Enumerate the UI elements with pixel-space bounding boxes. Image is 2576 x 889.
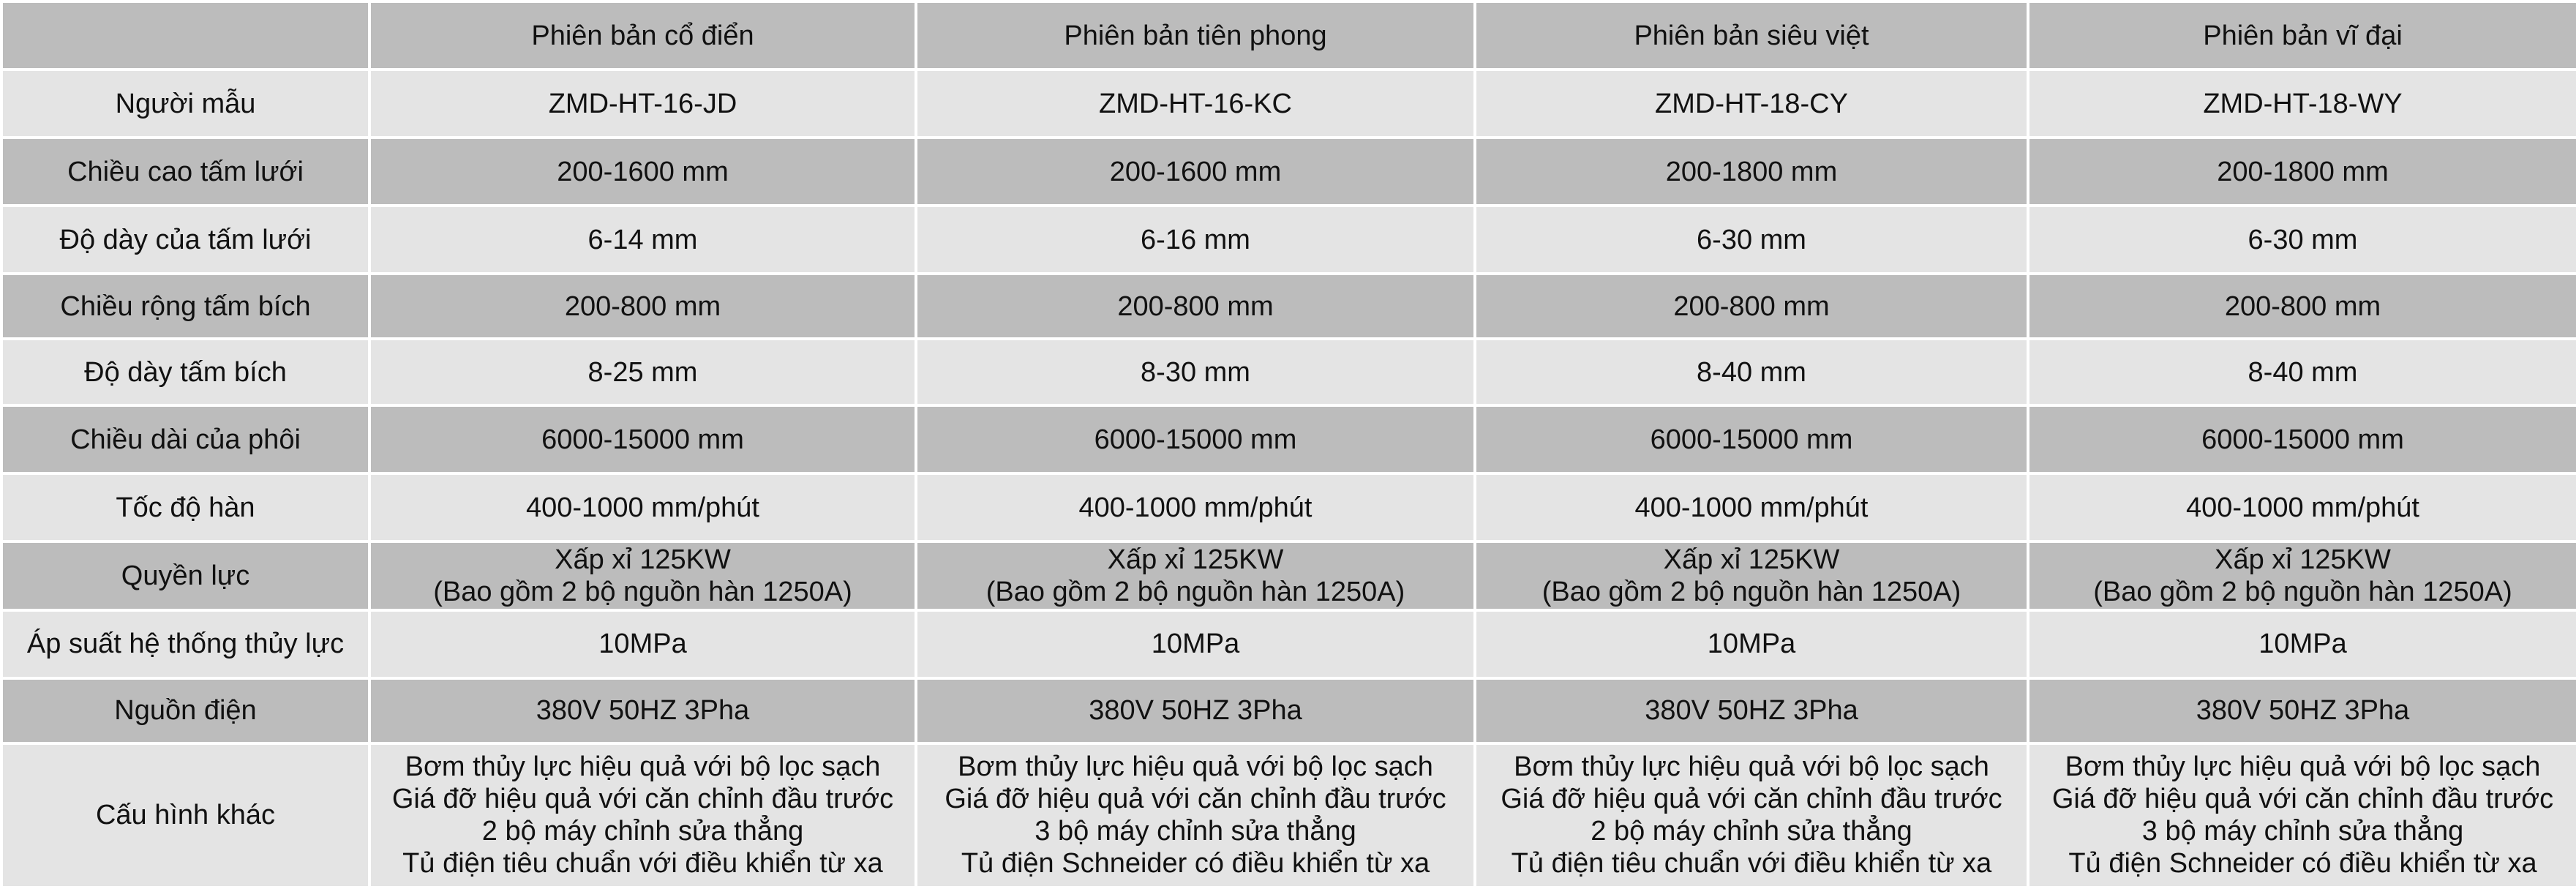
cell-line: 2 bộ máy chỉnh sửa thẳng	[481, 816, 804, 847]
row-power-supply	[1, 678, 2576, 743]
cell-line: 3 bộ máy chỉnh sửa thẳng	[2141, 816, 2464, 847]
cell-value: 6000-15000 mm	[2028, 405, 2576, 473]
cell-value: ZMD-HT-16-KC	[916, 70, 1475, 138]
cell-value: 6-30 mm	[1475, 206, 2028, 274]
cell-line: Tủ điện Schneider có điều khiển từ xa	[2068, 848, 2537, 879]
cell-value: 400-1000 mm/phút	[2028, 473, 2576, 541]
cell-value: 400-1000 mm/phút	[916, 473, 1475, 541]
cell-line: Bơm thủy lực hiệu quả với bộ lọc sạch	[2065, 751, 2541, 783]
cell-value	[369, 743, 916, 888]
cell-value: 6-14 mm	[369, 206, 916, 274]
cell-line: Xấp xỉ 125KW	[1663, 544, 1840, 575]
cell-value: 6-16 mm	[916, 206, 1475, 274]
cell-value: 10MPa	[916, 610, 1475, 678]
cell-value: 10MPa	[369, 610, 916, 678]
version-header-superior: Phiên bản siêu việt	[1475, 1, 2028, 70]
version-header-great: Phiên bản vĩ đại	[2028, 1, 2576, 70]
cell-line: Xấp xỉ 125KW	[555, 544, 731, 575]
cell-value: 200-1600 mm	[916, 138, 1475, 206]
row-label: Nguồn điện	[1, 678, 369, 743]
row-label: Độ dày tấm bích	[1, 339, 369, 405]
cell-line: Bơm thủy lực hiệu quả với bộ lọc sạch	[958, 751, 1433, 783]
row-label: Người mẫu	[1, 70, 369, 138]
row-label: Áp suất hệ thống thủy lực	[1, 610, 369, 678]
row-workpiece-length	[1, 405, 2576, 473]
cell-value: 10MPa	[2028, 610, 2576, 678]
cell-value: 200-1800 mm	[2028, 138, 2576, 206]
cell-line: Giá đỡ hiệu quả với căn chỉnh đầu trước	[945, 784, 1446, 815]
version-header-classic: Phiên bản cổ điển	[369, 1, 916, 70]
cell-value	[1475, 541, 2028, 609]
cell-value	[916, 541, 1475, 609]
row-web-thickness	[1, 206, 2576, 274]
cell-line: Tủ điện tiêu chuẩn với điều khiển từ xa	[402, 848, 883, 879]
cell-value	[369, 541, 916, 609]
cell-value: ZMD-HT-16-JD	[369, 70, 916, 138]
cell-line: Xấp xỉ 125KW	[1107, 544, 1284, 575]
row-web-height	[1, 138, 2576, 206]
version-header-pioneer: Phiên bản tiên phong	[916, 1, 1475, 70]
row-label: Chiều cao tấm lưới	[1, 138, 369, 206]
cell-value	[2028, 541, 2576, 609]
cell-line: Bơm thủy lực hiệu quả với bộ lọc sạch	[1514, 751, 1989, 783]
cell-value: 200-800 mm	[2028, 274, 2576, 339]
row-power	[1, 541, 2576, 609]
cell-value: 6000-15000 mm	[1475, 405, 2028, 473]
cell-value: 380V 50HZ 3Pha	[2028, 678, 2576, 743]
cell-value	[2028, 743, 2576, 888]
cell-value: 400-1000 mm/phút	[369, 473, 916, 541]
cell-value: 6-30 mm	[2028, 206, 2576, 274]
header-corner	[1, 1, 369, 70]
cell-value: 10MPa	[1475, 610, 2028, 678]
cell-value: 380V 50HZ 3Pha	[1475, 678, 2028, 743]
row-hydraulic-pressure	[1, 610, 2576, 678]
cell-value: 200-1600 mm	[369, 138, 916, 206]
cell-line: Giá đỡ hiệu quả với căn chỉnh đầu trước	[391, 784, 894, 815]
cell-value: 200-800 mm	[369, 274, 916, 339]
row-label: Tốc độ hàn	[1, 473, 369, 541]
row-label: Chiều dài của phôi	[1, 405, 369, 473]
row-other-configuration	[1, 743, 2576, 888]
cell-value: 8-30 mm	[916, 339, 1475, 405]
cell-line: 3 bộ máy chỉnh sửa thẳng	[1034, 816, 1356, 847]
row-flange-width	[1, 274, 2576, 339]
cell-line: Tủ điện Schneider có điều khiển từ xa	[961, 848, 1430, 879]
cell-line: Giá đỡ hiệu quả với căn chỉnh đầu trước	[1501, 784, 2002, 815]
cell-line: (Bao gồm 2 bộ nguồn hàn 1250A)	[433, 576, 852, 607]
cell-value: 200-800 mm	[916, 274, 1475, 339]
cell-line: Xấp xỉ 125KW	[2215, 544, 2391, 575]
row-flange-thickness	[1, 339, 2576, 405]
cell-value: 400-1000 mm/phút	[1475, 473, 2028, 541]
header-row	[1, 1, 2576, 70]
cell-value	[1475, 743, 2028, 888]
cell-value: ZMD-HT-18-CY	[1475, 70, 2028, 138]
cell-value: 6000-15000 mm	[916, 405, 1475, 473]
cell-value: 8-40 mm	[1475, 339, 2028, 405]
cell-value: 380V 50HZ 3Pha	[369, 678, 916, 743]
cell-value: 380V 50HZ 3Pha	[916, 678, 1475, 743]
cell-value: 8-40 mm	[2028, 339, 2576, 405]
cell-line: Bơm thủy lực hiệu quả với bộ lọc sạch	[405, 751, 881, 783]
row-model	[1, 70, 2576, 138]
cell-line: (Bao gồm 2 bộ nguồn hàn 1250A)	[2093, 576, 2512, 607]
cell-value: 6000-15000 mm	[369, 405, 916, 473]
cell-value: ZMD-HT-18-WY	[2028, 70, 2576, 138]
cell-line: Giá đỡ hiệu quả với căn chỉnh đầu trước	[2051, 784, 2554, 815]
row-label: Độ dày của tấm lưới	[1, 206, 369, 274]
cell-value: 200-800 mm	[1475, 274, 2028, 339]
cell-line: Tủ điện tiêu chuẩn với điều khiển từ xa	[1511, 848, 1992, 879]
row-label: Cấu hình khác	[1, 743, 369, 888]
row-label: Quyền lực	[1, 541, 369, 609]
cell-line: (Bao gồm 2 bộ nguồn hàn 1250A)	[985, 576, 1405, 607]
cell-value: 8-25 mm	[369, 339, 916, 405]
row-welding-speed	[1, 473, 2576, 541]
cell-value: 200-1800 mm	[1475, 138, 2028, 206]
cell-line: (Bao gồm 2 bộ nguồn hàn 1250A)	[1542, 576, 1961, 607]
cell-value	[916, 743, 1475, 888]
cell-line: 2 bộ máy chỉnh sửa thẳng	[1591, 816, 1912, 847]
row-label: Chiều rộng tấm bích	[1, 274, 369, 339]
